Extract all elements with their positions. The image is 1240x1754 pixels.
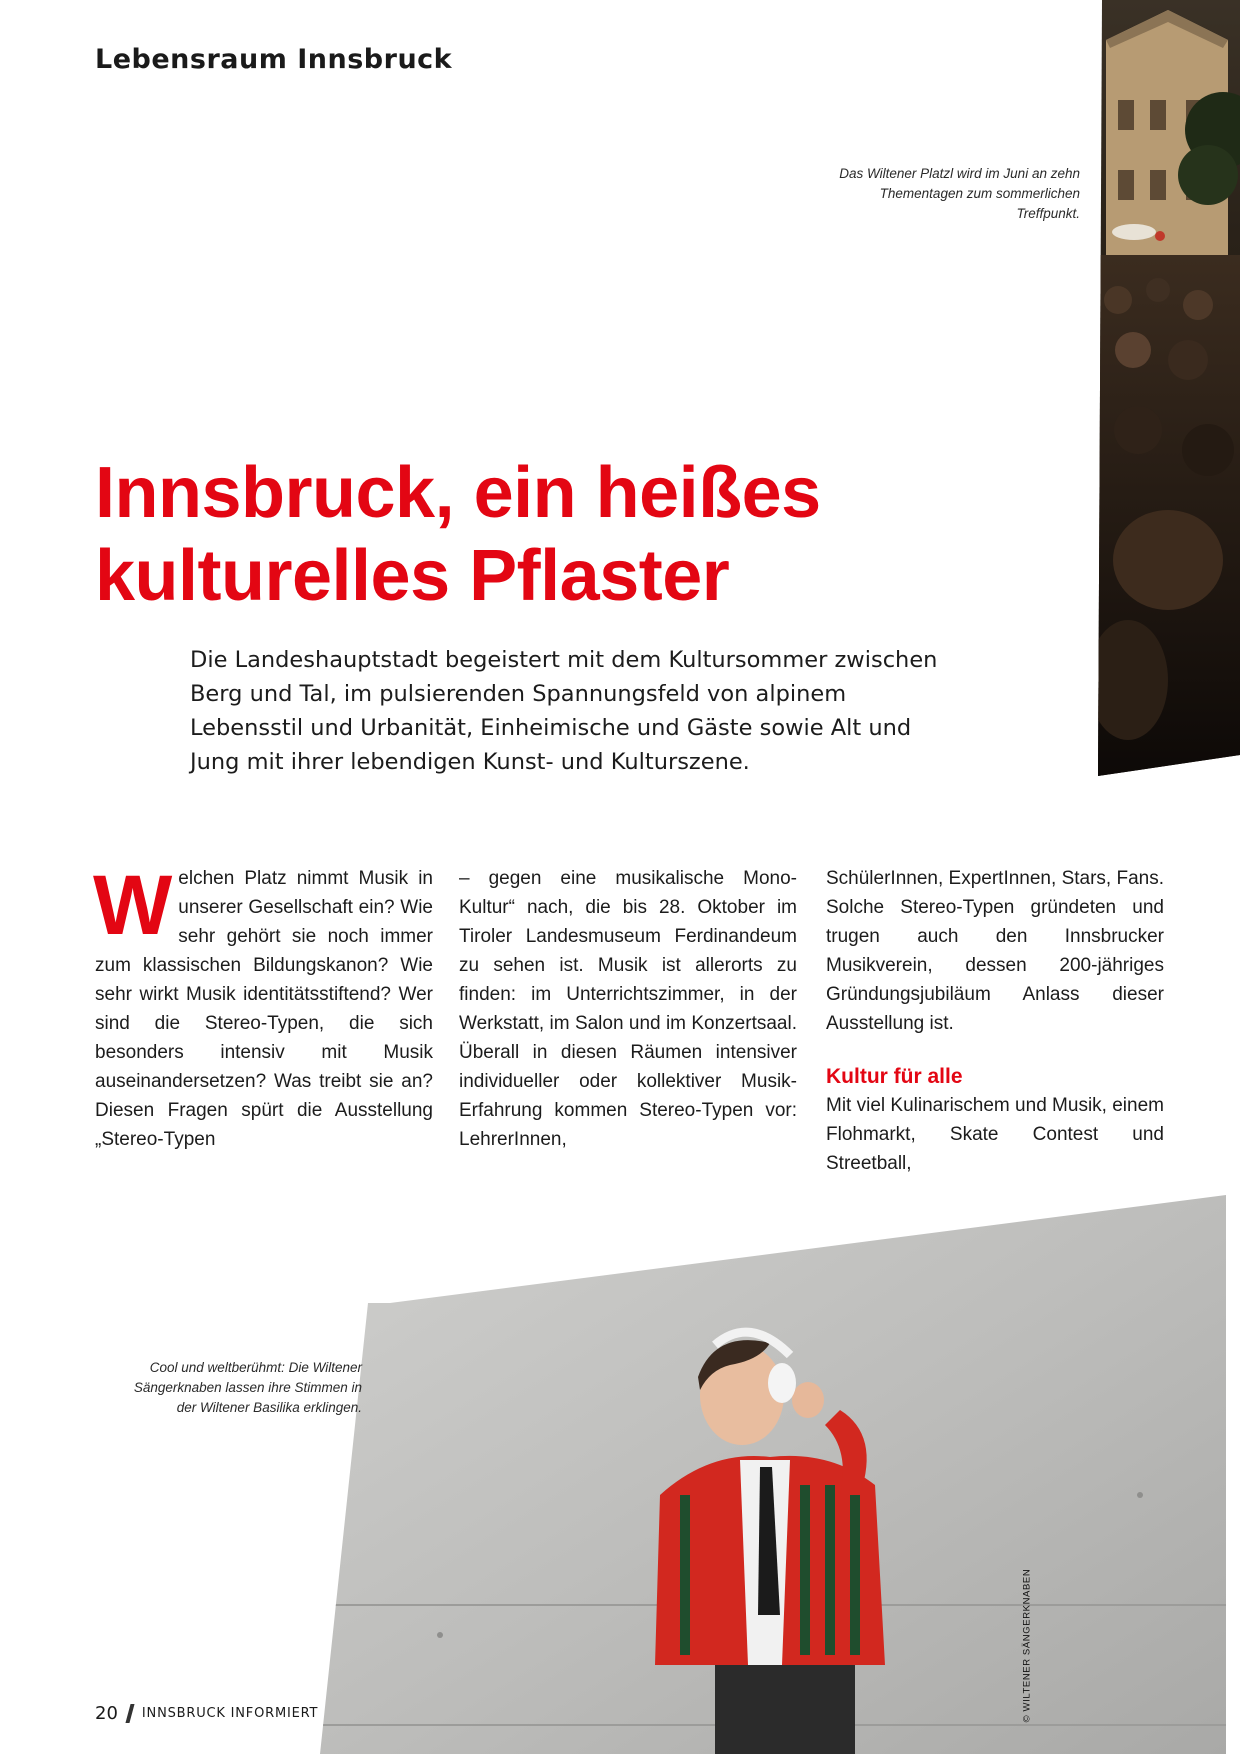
wiltener-platzl-photo bbox=[1098, 0, 1240, 776]
publication-name: INNSBRUCK INFORMIERT bbox=[141, 1705, 319, 1721]
saengerknabe-photo bbox=[320, 1195, 1226, 1754]
drop-cap: W bbox=[93, 858, 173, 952]
column-1-text: elchen Platz nimmt Musik in unserer Gesellschaft ein? Wie sehr gehört sie noch immer zum klassischen Bildungskanon? Wie sehr wirkt Musik identitätsstiftend? Wer sind die Stereo-Typen, die sich besonders intensiv mit Musik auseinandersetzen? Was treibt sie an? Diesen Fragen spürt die Ausstellung „Stereo-Typen bbox=[95, 868, 433, 1150]
article-headline: Innsbruck, ein heißes kulturelles Pflaster bbox=[95, 453, 821, 616]
article-column-2 bbox=[459, 864, 797, 1154]
photo-credit: © WILTENER SÄNGERKNABEN bbox=[1021, 1568, 1033, 1723]
subhead-kultur-fuer-alle: Kultur für alle bbox=[826, 1065, 963, 1088]
article-column-3 bbox=[826, 864, 1164, 1178]
top-photo-caption: Das Wiltener Platzl wird im Juni an zehn Thementagen zum sommerlichen Treffpunkt. bbox=[839, 166, 1080, 221]
column-2-text: – gegen eine musikalische Mono-Kultur“ nach, die bis 28. Oktober im Tiroler Landesmuseum Ferdinandeum zu sehen ist. Musik ist allerorts zu finden: im Unterrichtszimmer, in der Werkstatt, im Salon und im Konzertsaal. Überall in diesen Räumen intensiver individueller oder kollektiver Musik-Erfahrung kommen Stereo-Typen vor: LehrerInnen, bbox=[459, 868, 797, 1150]
article-column-1 bbox=[93, 858, 433, 1154]
page-number: 20 bbox=[95, 1702, 118, 1724]
column-3-text: SchülerInnen, ExpertInnen, Stars, Fans. Solche Stereo-Typen gründeten und trugen auch den Innsbrucker Musikverein, dessen 200-jähriges Gründungsjubiläum Anlass dieser Ausstellung ist. bbox=[826, 868, 1164, 1034]
section-label: Lebensraum Innsbruck bbox=[95, 44, 453, 75]
page-footer bbox=[95, 1700, 318, 1726]
column-3-continued-text: Mit viel Kulinarischem und Musik, einem Flohmarkt, Skate Contest und Streetball, bbox=[826, 1095, 1164, 1174]
footer-divider bbox=[125, 1704, 134, 1723]
bottom-photo-caption: Cool und weltberühmt: Die Wiltener Sängerknaben lassen ihre Stimmen in der Wiltener Basilika erklingen. bbox=[133, 1360, 362, 1415]
article-lead: Die Landeshauptstadt begeistert mit dem Kultursommer zwischen Berg und Tal, im pulsierenden Spannungsfeld von alpinem Lebensstil und Urbanität, Einheimische und Gäste sowie Alt und Jung mit ihrer lebendigen Kunst- und Kulturszene. bbox=[190, 647, 938, 775]
